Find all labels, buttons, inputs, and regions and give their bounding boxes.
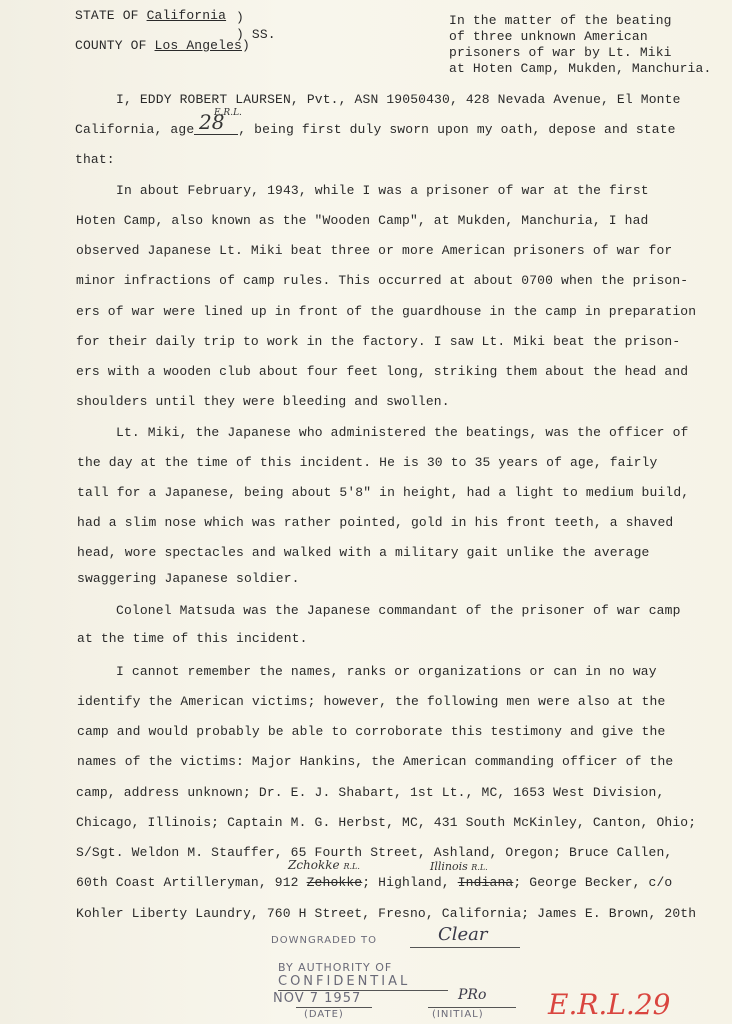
- text-line: minor infractions of camp rules. This occurred at about 0700 when the prison-: [76, 273, 689, 288]
- matter-line: In the matter of the beating: [449, 13, 672, 28]
- stamp-rule: [296, 1007, 372, 1008]
- state-name: California: [146, 8, 227, 23]
- stamp-downgraded-to: DOWNGRADED TO: [271, 935, 377, 946]
- state-bracket: ): [236, 10, 244, 25]
- county-line: COUNTY OF Los Angeles): [75, 38, 250, 53]
- text-line: for their daily trip to work in the factory. I saw Lt. Miki beat the prison-: [76, 334, 681, 349]
- text-line: camp and would probably be able to corroborate this testimony and give the: [77, 724, 666, 739]
- text-line: had a slim nose which was rather pointed, gold in his front teeth, a shaved: [77, 515, 674, 530]
- intro-line-2: California, age , being first duly sworn upon my oath, depose and state: [75, 122, 676, 137]
- text-line: Kohler Liberty Laundry, 760 H Street, Fresno, California; James E. Brown, 20th: [76, 906, 697, 921]
- handwritten-correction: Illinois R.L.: [430, 860, 488, 873]
- text-line: In about February, 1943, while I was a prisoner of war at the first: [116, 183, 649, 198]
- intro-line-1: I, EDDY ROBERT LAURSEN, Pvt., ASN 19050430, 428 Nevada Avenue, El Monte: [116, 92, 681, 107]
- stamp-authority: BY AUTHORITY OF: [278, 961, 393, 974]
- age-handwritten: 28: [199, 110, 225, 134]
- text-line: Hoten Camp, also known as the "Wooden Camp", at Mukden, Manchuria, I had: [76, 213, 649, 228]
- struck-word: Indiana: [457, 875, 514, 890]
- page-number: 29: [634, 988, 671, 1021]
- matter-line: of three unknown American: [449, 29, 648, 44]
- struck-word: Zehokke: [306, 875, 363, 890]
- text-line: Lt. Miki, the Japanese who administered the beatings, was the officer of: [116, 425, 689, 440]
- text-line: S/Sgt. Weldon M. Stauffer, 65 Fourth Street, Ashland, Oregon; Bruce Callen,: [76, 845, 673, 860]
- state-line: STATE OF California: [75, 8, 227, 23]
- handwritten-correction: Zchokke R.L.: [288, 858, 360, 872]
- age-initials: E.R.L.: [214, 108, 242, 118]
- matter-line: prisoners of war by Lt. Miki: [449, 45, 672, 60]
- text-line: camp, address unknown; Dr. E. J. Shabart, 1st Lt., MC, 1653 West Division,: [76, 785, 665, 800]
- text-line: tall for a Japanese, being about 5'8" in height, had a light to medium build,: [77, 485, 690, 500]
- text-line: shoulders until they were bleeding and swollen.: [76, 394, 450, 409]
- stamp-initial-label: (INITIAL): [432, 1009, 484, 1020]
- text-line: identify the American victims; however, the following men were also at the: [77, 694, 666, 709]
- text-line: at the time of this incident.: [77, 631, 308, 646]
- text-line: ers of war were lined up in front of the guardhouse in the camp in preparation: [76, 304, 697, 319]
- stamp-date-label: (DATE): [304, 1009, 344, 1020]
- text-line: observed Japanese Lt. Miki beat three or more American prisoners of war for: [76, 243, 673, 258]
- stamp-initial-value: PRo: [458, 987, 487, 1003]
- text-line: head, wore spectacles and walked with a military gait unlike the average: [77, 545, 650, 560]
- county-name: Los Angeles: [154, 38, 242, 53]
- text-line-with-corrections: 60th Coast Artilleryman, 912 Zehokke; Highland, Indiana; George Becker, c/o: [76, 875, 673, 890]
- intro-line-3: that:: [75, 152, 115, 167]
- matter-line: at Hoten Camp, Mukden, Manchuria.: [449, 61, 712, 76]
- stamp-date-value: NOV 7 1957: [273, 991, 362, 1006]
- ss-mark: ) SS.: [236, 27, 276, 42]
- text-line: ers with a wooden club about four feet long, striking them about the head and: [76, 364, 689, 379]
- text-line: Chicago, Illinois; Captain M. G. Herbst, MC, 431 South McKinley, Canton, Ohio;: [76, 815, 697, 830]
- stamp-rule: [410, 947, 520, 948]
- text-line: swaggering Japanese soldier.: [77, 571, 300, 586]
- text-line: names of the victims: Major Hankins, the American commanding officer of the: [77, 754, 674, 769]
- text-line: the day at the time of this incident. He is 30 to 35 years of age, fairly: [77, 455, 658, 470]
- text-line: Colonel Matsuda was the Japanese commandant of the prisoner of war camp: [116, 603, 681, 618]
- stamp-rule: [428, 1007, 516, 1008]
- age-blank: [194, 134, 238, 135]
- stamp-confidential: CONFIDENTIAL: [278, 974, 411, 989]
- signature-initials: E.R.L.29: [548, 988, 671, 1021]
- stamp-downgraded-value: Clear: [438, 924, 488, 945]
- text-line: I cannot remember the names, ranks or organizations or can in no way: [116, 664, 657, 679]
